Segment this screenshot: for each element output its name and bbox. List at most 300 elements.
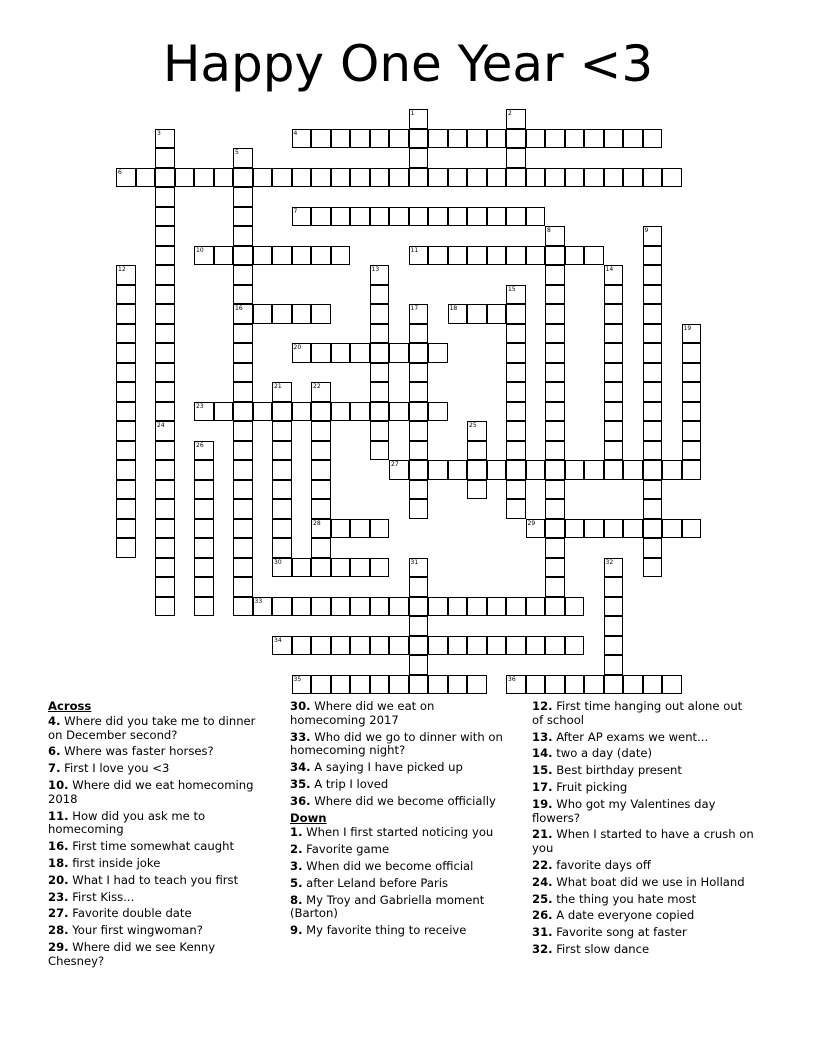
grid-cell[interactable] — [350, 519, 370, 539]
grid-cell[interactable] — [409, 460, 429, 480]
grid-cell[interactable] — [565, 129, 585, 149]
grid-cell[interactable] — [311, 168, 331, 188]
grid-cell[interactable] — [428, 402, 448, 422]
grid-cell[interactable] — [331, 168, 351, 188]
grid-cell[interactable] — [506, 148, 526, 168]
grid-cell[interactable] — [194, 558, 214, 578]
grid-cell[interactable] — [311, 304, 331, 324]
grid-cell[interactable] — [155, 285, 175, 305]
grid-cell[interactable] — [487, 460, 507, 480]
grid-cell[interactable] — [623, 675, 643, 695]
grid-cell[interactable] — [409, 168, 429, 188]
grid-cell[interactable] — [604, 285, 624, 305]
grid-cell[interactable] — [526, 207, 546, 227]
grid-cell[interactable] — [233, 421, 253, 441]
grid-cell[interactable] — [233, 558, 253, 578]
grid-cell[interactable] — [116, 304, 136, 324]
grid-cell[interactable] — [233, 246, 253, 266]
grid-cell[interactable] — [467, 421, 487, 441]
grid-cell[interactable] — [506, 441, 526, 461]
grid-cell[interactable] — [545, 246, 565, 266]
grid-cell[interactable] — [389, 129, 409, 149]
grid-cell[interactable] — [565, 636, 585, 656]
grid-cell[interactable] — [409, 246, 429, 266]
grid-cell[interactable] — [311, 207, 331, 227]
grid-cell[interactable] — [272, 304, 292, 324]
grid-cell[interactable] — [565, 246, 585, 266]
grid-cell[interactable] — [487, 597, 507, 617]
grid-cell[interactable] — [194, 246, 214, 266]
grid-cell[interactable] — [526, 636, 546, 656]
grid-cell[interactable] — [272, 558, 292, 578]
grid-cell[interactable] — [506, 246, 526, 266]
grid-cell[interactable] — [409, 499, 429, 519]
grid-cell[interactable] — [409, 382, 429, 402]
grid-cell[interactable] — [253, 246, 273, 266]
grid-cell[interactable] — [545, 168, 565, 188]
grid-cell[interactable] — [643, 460, 663, 480]
grid-cell[interactable] — [370, 558, 390, 578]
grid-cell[interactable] — [545, 499, 565, 519]
grid-cell[interactable] — [292, 304, 312, 324]
grid-cell[interactable] — [233, 480, 253, 500]
grid-cell[interactable] — [643, 382, 663, 402]
grid-cell[interactable] — [565, 597, 585, 617]
grid-cell[interactable] — [623, 460, 643, 480]
grid-cell[interactable] — [116, 538, 136, 558]
grid-cell[interactable] — [233, 402, 253, 422]
grid-cell[interactable] — [272, 402, 292, 422]
grid-cell[interactable] — [604, 460, 624, 480]
grid-cell[interactable] — [409, 675, 429, 695]
grid-cell[interactable] — [487, 168, 507, 188]
grid-cell[interactable] — [370, 636, 390, 656]
grid-cell[interactable] — [116, 382, 136, 402]
grid-cell[interactable] — [331, 558, 351, 578]
grid-cell[interactable] — [194, 519, 214, 539]
grid-cell[interactable] — [604, 265, 624, 285]
grid-cell[interactable] — [155, 519, 175, 539]
grid-cell[interactable] — [331, 207, 351, 227]
grid-cell[interactable] — [409, 343, 429, 363]
grid-cell[interactable] — [370, 265, 390, 285]
grid-cell[interactable] — [409, 421, 429, 441]
grid-cell[interactable] — [331, 129, 351, 149]
grid-cell[interactable] — [682, 363, 702, 383]
grid-cell[interactable] — [370, 324, 390, 344]
grid-cell[interactable] — [292, 597, 312, 617]
grid-cell[interactable] — [584, 129, 604, 149]
grid-cell[interactable] — [545, 519, 565, 539]
grid-cell[interactable] — [682, 519, 702, 539]
grid-cell[interactable] — [155, 265, 175, 285]
grid-cell[interactable] — [506, 285, 526, 305]
grid-cell[interactable] — [311, 636, 331, 656]
grid-cell[interactable] — [467, 246, 487, 266]
grid-cell[interactable] — [506, 675, 526, 695]
grid-cell[interactable] — [292, 343, 312, 363]
grid-cell[interactable] — [194, 597, 214, 617]
grid-cell[interactable] — [370, 129, 390, 149]
grid-cell[interactable] — [428, 636, 448, 656]
grid-cell[interactable] — [506, 499, 526, 519]
grid-cell[interactable] — [545, 460, 565, 480]
grid-cell[interactable] — [409, 304, 429, 324]
grid-cell[interactable] — [389, 636, 409, 656]
grid-cell[interactable] — [155, 402, 175, 422]
grid-cell[interactable] — [311, 441, 331, 461]
grid-cell[interactable] — [506, 109, 526, 129]
grid-cell[interactable] — [155, 226, 175, 246]
grid-cell[interactable] — [506, 421, 526, 441]
grid-cell[interactable] — [526, 675, 546, 695]
grid-cell[interactable] — [350, 597, 370, 617]
grid-cell[interactable] — [370, 421, 390, 441]
grid-cell[interactable] — [623, 168, 643, 188]
grid-cell[interactable] — [545, 304, 565, 324]
grid-cell[interactable] — [584, 460, 604, 480]
grid-cell[interactable] — [545, 480, 565, 500]
grid-cell[interactable] — [467, 129, 487, 149]
grid-cell[interactable] — [233, 460, 253, 480]
grid-cell[interactable] — [604, 129, 624, 149]
grid-cell[interactable] — [194, 402, 214, 422]
grid-cell[interactable] — [467, 480, 487, 500]
grid-cell[interactable] — [155, 558, 175, 578]
grid-cell[interactable] — [604, 636, 624, 656]
grid-cell[interactable] — [370, 382, 390, 402]
grid-cell[interactable] — [253, 597, 273, 617]
grid-cell[interactable] — [233, 324, 253, 344]
grid-cell[interactable] — [604, 577, 624, 597]
grid-cell[interactable] — [389, 402, 409, 422]
grid-cell[interactable] — [311, 499, 331, 519]
grid-cell[interactable] — [467, 597, 487, 617]
grid-cell[interactable] — [253, 402, 273, 422]
grid-cell[interactable] — [506, 363, 526, 383]
grid-cell[interactable] — [214, 168, 234, 188]
grid-cell[interactable] — [643, 538, 663, 558]
grid-cell[interactable] — [116, 363, 136, 383]
grid-cell[interactable] — [643, 324, 663, 344]
grid-cell[interactable] — [467, 207, 487, 227]
grid-cell[interactable] — [350, 636, 370, 656]
grid-cell[interactable] — [155, 441, 175, 461]
grid-cell[interactable] — [409, 441, 429, 461]
grid-cell[interactable] — [311, 421, 331, 441]
grid-cell[interactable] — [428, 343, 448, 363]
grid-cell[interactable] — [643, 265, 663, 285]
grid-cell[interactable] — [643, 285, 663, 305]
grid-cell[interactable] — [467, 168, 487, 188]
grid-cell[interactable] — [155, 460, 175, 480]
grid-cell[interactable] — [292, 402, 312, 422]
grid-cell[interactable] — [155, 480, 175, 500]
grid-cell[interactable] — [292, 246, 312, 266]
grid-cell[interactable] — [194, 577, 214, 597]
grid-cell[interactable] — [233, 499, 253, 519]
grid-cell[interactable] — [116, 499, 136, 519]
grid-cell[interactable] — [253, 304, 273, 324]
grid-cell[interactable] — [467, 636, 487, 656]
grid-cell[interactable] — [350, 343, 370, 363]
grid-cell[interactable] — [311, 382, 331, 402]
grid-cell[interactable] — [116, 324, 136, 344]
grid-cell[interactable] — [526, 597, 546, 617]
grid-cell[interactable] — [506, 129, 526, 149]
grid-cell[interactable] — [409, 597, 429, 617]
grid-cell[interactable] — [428, 460, 448, 480]
grid-cell[interactable] — [155, 148, 175, 168]
grid-cell[interactable] — [292, 129, 312, 149]
grid-cell[interactable] — [194, 441, 214, 461]
grid-cell[interactable] — [643, 675, 663, 695]
grid-cell[interactable] — [409, 207, 429, 227]
grid-cell[interactable] — [604, 558, 624, 578]
grid-cell[interactable] — [155, 304, 175, 324]
grid-cell[interactable] — [370, 675, 390, 695]
grid-cell[interactable] — [175, 168, 195, 188]
grid-cell[interactable] — [506, 168, 526, 188]
grid-cell[interactable] — [155, 421, 175, 441]
grid-cell[interactable] — [370, 597, 390, 617]
grid-cell[interactable] — [389, 168, 409, 188]
grid-cell[interactable] — [448, 304, 468, 324]
grid-cell[interactable] — [272, 246, 292, 266]
grid-cell[interactable] — [272, 441, 292, 461]
grid-cell[interactable] — [272, 382, 292, 402]
grid-cell[interactable] — [643, 441, 663, 461]
grid-cell[interactable] — [409, 655, 429, 675]
grid-cell[interactable] — [233, 382, 253, 402]
grid-cell[interactable] — [389, 460, 409, 480]
grid-cell[interactable] — [448, 168, 468, 188]
grid-cell[interactable] — [331, 402, 351, 422]
grid-cell[interactable] — [331, 597, 351, 617]
grid-cell[interactable] — [409, 363, 429, 383]
grid-cell[interactable] — [233, 577, 253, 597]
grid-cell[interactable] — [604, 421, 624, 441]
grid-cell[interactable] — [311, 343, 331, 363]
grid-cell[interactable] — [448, 597, 468, 617]
grid-cell[interactable] — [604, 304, 624, 324]
grid-cell[interactable] — [233, 441, 253, 461]
grid-cell[interactable] — [604, 168, 624, 188]
grid-cell[interactable] — [643, 363, 663, 383]
grid-cell[interactable] — [526, 460, 546, 480]
grid-cell[interactable] — [116, 421, 136, 441]
grid-cell[interactable] — [370, 168, 390, 188]
grid-cell[interactable] — [233, 597, 253, 617]
grid-cell[interactable] — [643, 480, 663, 500]
grid-cell[interactable] — [428, 597, 448, 617]
grid-cell[interactable] — [604, 675, 624, 695]
grid-cell[interactable] — [428, 168, 448, 188]
grid-cell[interactable] — [643, 343, 663, 363]
grid-cell[interactable] — [155, 207, 175, 227]
grid-cell[interactable] — [448, 207, 468, 227]
grid-cell[interactable] — [155, 382, 175, 402]
grid-cell[interactable] — [448, 636, 468, 656]
grid-cell[interactable] — [155, 597, 175, 617]
grid-cell[interactable] — [584, 168, 604, 188]
grid-cell[interactable] — [682, 402, 702, 422]
grid-cell[interactable] — [136, 168, 156, 188]
grid-cell[interactable] — [506, 324, 526, 344]
grid-cell[interactable] — [448, 129, 468, 149]
grid-cell[interactable] — [214, 402, 234, 422]
grid-cell[interactable] — [233, 285, 253, 305]
grid-cell[interactable] — [409, 109, 429, 129]
grid-cell[interactable] — [604, 655, 624, 675]
grid-cell[interactable] — [545, 597, 565, 617]
grid-cell[interactable] — [643, 558, 663, 578]
grid-cell[interactable] — [272, 421, 292, 441]
grid-cell[interactable] — [116, 168, 136, 188]
grid-cell[interactable] — [116, 441, 136, 461]
grid-cell[interactable] — [643, 402, 663, 422]
grid-cell[interactable] — [643, 519, 663, 539]
grid-cell[interactable] — [662, 168, 682, 188]
grid-cell[interactable] — [545, 402, 565, 422]
grid-cell[interactable] — [194, 499, 214, 519]
grid-cell[interactable] — [155, 577, 175, 597]
grid-cell[interactable] — [682, 382, 702, 402]
grid-cell[interactable] — [370, 363, 390, 383]
grid-cell[interactable] — [604, 519, 624, 539]
grid-cell[interactable] — [487, 246, 507, 266]
grid-cell[interactable] — [233, 304, 253, 324]
grid-cell[interactable] — [272, 538, 292, 558]
grid-cell[interactable] — [545, 421, 565, 441]
grid-cell[interactable] — [350, 168, 370, 188]
grid-cell[interactable] — [526, 129, 546, 149]
grid-cell[interactable] — [565, 519, 585, 539]
grid-cell[interactable] — [233, 519, 253, 539]
grid-cell[interactable] — [545, 675, 565, 695]
grid-cell[interactable] — [370, 441, 390, 461]
grid-cell[interactable] — [428, 129, 448, 149]
grid-cell[interactable] — [506, 343, 526, 363]
grid-cell[interactable] — [311, 519, 331, 539]
grid-cell[interactable] — [604, 324, 624, 344]
grid-cell[interactable] — [194, 168, 214, 188]
grid-cell[interactable] — [331, 675, 351, 695]
grid-cell[interactable] — [272, 519, 292, 539]
grid-cell[interactable] — [506, 304, 526, 324]
grid-cell[interactable] — [682, 460, 702, 480]
grid-cell[interactable] — [155, 324, 175, 344]
grid-cell[interactable] — [565, 168, 585, 188]
grid-cell[interactable] — [409, 558, 429, 578]
grid-cell[interactable] — [350, 558, 370, 578]
grid-cell[interactable] — [253, 168, 273, 188]
grid-cell[interactable] — [604, 441, 624, 461]
grid-cell[interactable] — [233, 187, 253, 207]
grid-cell[interactable] — [272, 597, 292, 617]
grid-cell[interactable] — [331, 246, 351, 266]
grid-cell[interactable] — [331, 636, 351, 656]
grid-cell[interactable] — [643, 421, 663, 441]
grid-cell[interactable] — [272, 460, 292, 480]
grid-cell[interactable] — [272, 168, 292, 188]
grid-cell[interactable] — [662, 519, 682, 539]
grid-cell[interactable] — [506, 382, 526, 402]
grid-cell[interactable] — [526, 519, 546, 539]
grid-cell[interactable] — [370, 343, 390, 363]
grid-cell[interactable] — [311, 129, 331, 149]
grid-cell[interactable] — [545, 343, 565, 363]
grid-cell[interactable] — [116, 480, 136, 500]
grid-cell[interactable] — [545, 226, 565, 246]
grid-cell[interactable] — [389, 675, 409, 695]
grid-cell[interactable] — [155, 246, 175, 266]
grid-cell[interactable] — [311, 675, 331, 695]
grid-cell[interactable] — [155, 499, 175, 519]
grid-cell[interactable] — [506, 207, 526, 227]
grid-cell[interactable] — [311, 597, 331, 617]
grid-cell[interactable] — [643, 226, 663, 246]
grid-cell[interactable] — [292, 636, 312, 656]
grid-cell[interactable] — [545, 363, 565, 383]
grid-cell[interactable] — [370, 402, 390, 422]
grid-cell[interactable] — [116, 343, 136, 363]
grid-cell[interactable] — [311, 246, 331, 266]
grid-cell[interactable] — [116, 402, 136, 422]
grid-cell[interactable] — [311, 460, 331, 480]
grid-cell[interactable] — [331, 343, 351, 363]
grid-cell[interactable] — [506, 402, 526, 422]
grid-cell[interactable] — [233, 148, 253, 168]
grid-cell[interactable] — [448, 675, 468, 695]
grid-cell[interactable] — [292, 675, 312, 695]
grid-cell[interactable] — [116, 285, 136, 305]
grid-cell[interactable] — [604, 363, 624, 383]
grid-cell[interactable] — [584, 246, 604, 266]
grid-cell[interactable] — [350, 675, 370, 695]
grid-cell[interactable] — [506, 636, 526, 656]
grid-cell[interactable] — [604, 343, 624, 363]
grid-cell[interactable] — [155, 538, 175, 558]
grid-cell[interactable] — [487, 129, 507, 149]
grid-cell[interactable] — [545, 441, 565, 461]
grid-cell[interactable] — [272, 480, 292, 500]
grid-cell[interactable] — [370, 304, 390, 324]
grid-cell[interactable] — [428, 246, 448, 266]
grid-cell[interactable] — [506, 460, 526, 480]
grid-cell[interactable] — [292, 207, 312, 227]
grid-cell[interactable] — [467, 441, 487, 461]
grid-cell[interactable] — [545, 636, 565, 656]
grid-cell[interactable] — [233, 265, 253, 285]
grid-cell[interactable] — [623, 129, 643, 149]
grid-cell[interactable] — [467, 460, 487, 480]
grid-cell[interactable] — [155, 187, 175, 207]
grid-cell[interactable] — [233, 538, 253, 558]
grid-cell[interactable] — [214, 246, 234, 266]
grid-cell[interactable] — [194, 460, 214, 480]
grid-cell[interactable] — [487, 636, 507, 656]
grid-cell[interactable] — [604, 382, 624, 402]
grid-cell[interactable] — [526, 246, 546, 266]
grid-cell[interactable] — [272, 499, 292, 519]
grid-cell[interactable] — [292, 168, 312, 188]
grid-cell[interactable] — [428, 675, 448, 695]
grid-cell[interactable] — [409, 480, 429, 500]
grid-cell[interactable] — [506, 597, 526, 617]
grid-cell[interactable] — [272, 636, 292, 656]
grid-cell[interactable] — [604, 616, 624, 636]
